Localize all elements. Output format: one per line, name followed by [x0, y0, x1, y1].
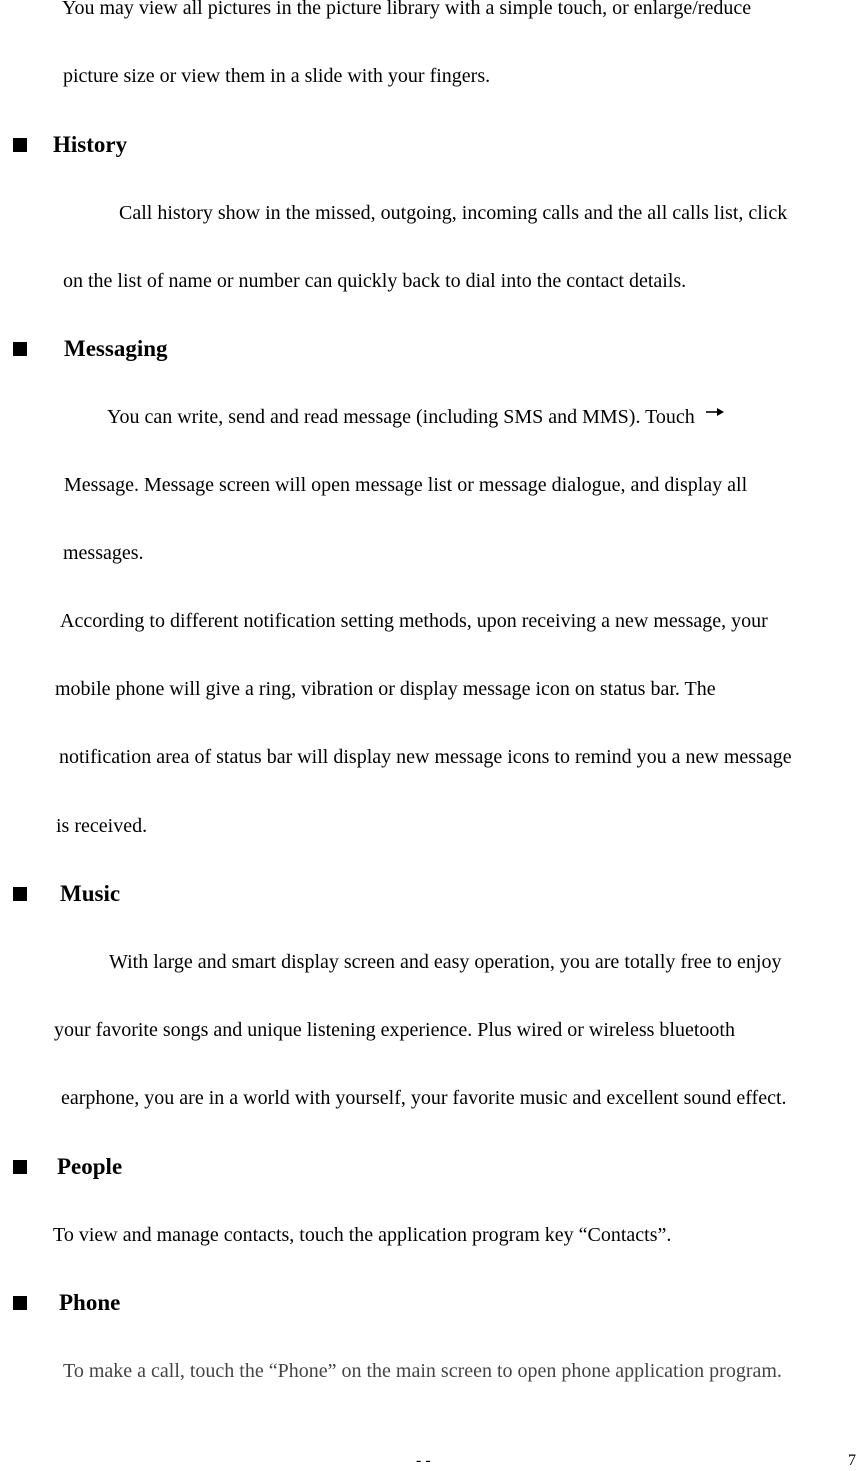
phone-heading: Phone: [59, 1290, 121, 1315]
history-heading: History: [53, 132, 128, 157]
phone-bullet-icon: [13, 1296, 27, 1310]
messaging-line-4: According to different notification setting methods, upon receiving a new message, your: [60, 610, 768, 632]
people-bullet-icon: [13, 1160, 27, 1174]
history-line-2: on the list of name or number can quickly back to dial into the contact details.: [63, 270, 687, 292]
people-heading: People: [57, 1154, 123, 1179]
intro-line-2: picture size or view them in a slide with your fingers.: [63, 65, 491, 87]
music-bullet-icon: [13, 887, 27, 901]
phone-line-1: To make a call, touch the “Phone” on the main screen to open phone application program.: [63, 1360, 782, 1382]
music-heading: Music: [60, 881, 121, 906]
arrow-right-icon: [704, 405, 726, 419]
history-line-1: Call history show in the missed, outgoing, incoming calls and the all calls list, click: [119, 202, 788, 224]
messaging-line-1: [107, 405, 726, 429]
music-line-2: your favorite songs and unique listening experience. Plus wired or wireless bluetooth: [54, 1019, 735, 1041]
people-line-1: To view and manage contacts, touch the application program key “Contacts”.: [53, 1224, 672, 1246]
history-bullet-icon: [13, 138, 27, 152]
messaging-heading: Messaging: [64, 336, 168, 361]
messaging-line-3: messages.: [63, 542, 144, 564]
messaging-line-1-text: You can write, send and read message (including SMS and MMS). Touch: [107, 406, 695, 428]
messaging-line-5: mobile phone will give a ring, vibration or display message icon on status bar. The: [55, 678, 716, 700]
messaging-line-2: Message. Message screen will open message list or message dialogue, and display all: [64, 474, 748, 496]
intro-line-1: You may view all pictures in the picture library with a simple touch, or enlarge/reduce: [62, 0, 752, 19]
messaging-line-6: notification area of status bar will display new message icons to remind you a new message: [59, 746, 792, 768]
page-number: 7: [848, 1452, 856, 1469]
messaging-line-7: is received.: [56, 815, 148, 837]
page-footer-dashes: - -: [416, 1452, 431, 1469]
messaging-bullet-icon: [13, 342, 27, 356]
music-line-3: earphone, you are in a world with yourself, your favorite music and excellent sound effect.: [61, 1087, 787, 1109]
music-line-1: With large and smart display screen and easy operation, you are totally free to enjoy: [109, 951, 782, 973]
